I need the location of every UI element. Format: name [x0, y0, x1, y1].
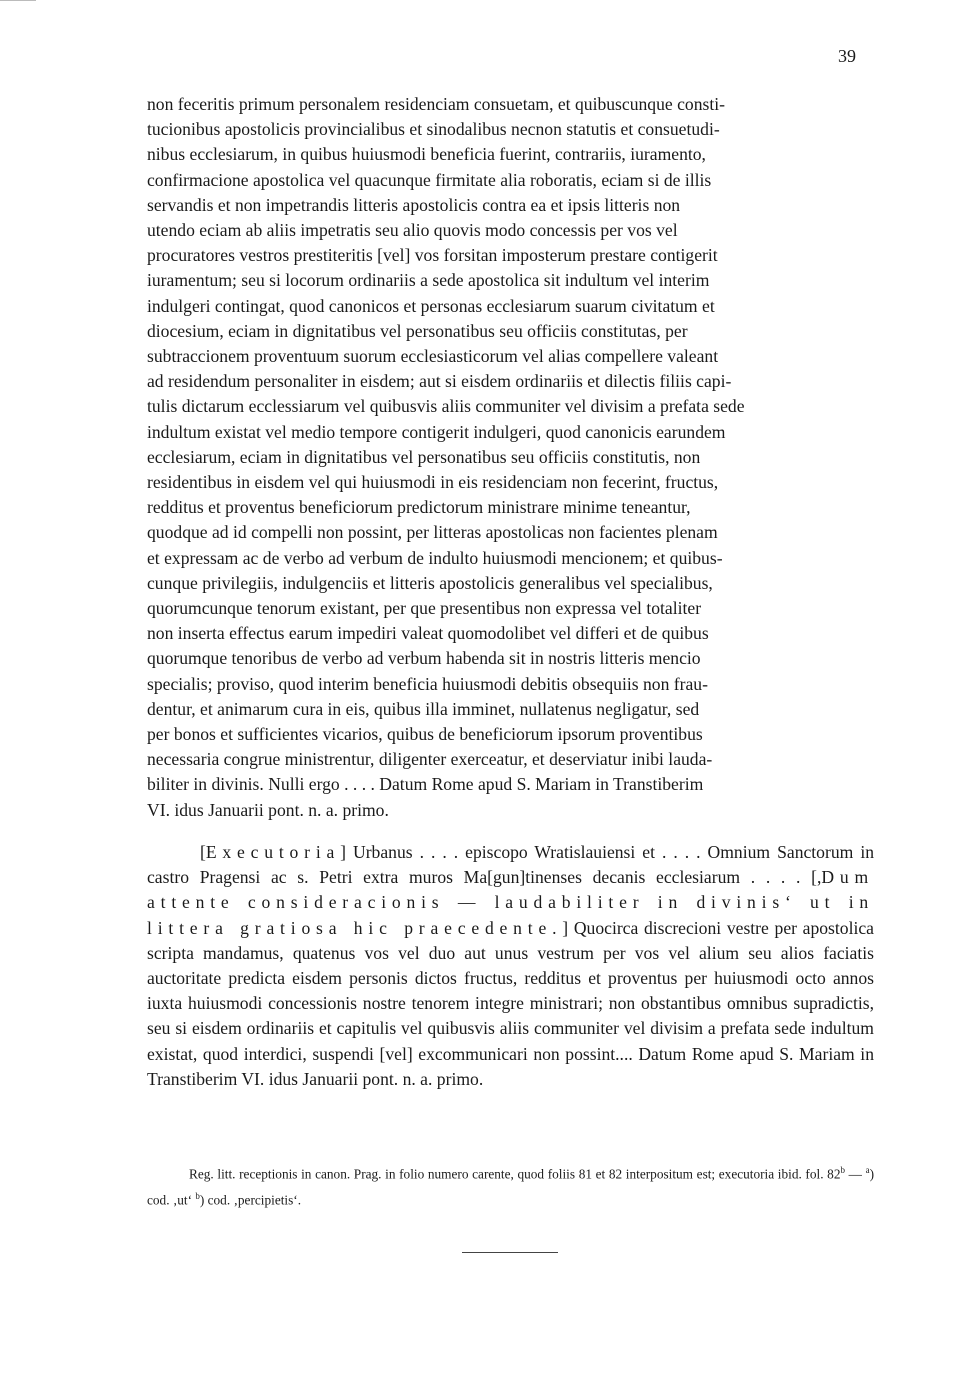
note-dash: —: [844, 1166, 866, 1182]
text-line: dentur, et animarum cura in eis, quibus illa imminet, nullatenus negligatur, sed: [147, 698, 700, 719]
text-line: non inserta effectus earum impediri valeat quomodolibet vel differi et de quibus: [147, 623, 709, 644]
end-rule: [462, 1252, 558, 1253]
text-line: per bonos et sufficientes vicarios, quibus de beneficiorum ipsorum proventibus: [147, 724, 703, 745]
quoted-incipit: Dum attente consideracionis — laudabiliter in divinis‘ ut in littera gratiosa hic praecedente.: [147, 867, 874, 938]
executoria-closing: ] Quocirca discrecioni vestre per apostolica scripta mandamus, quatenus vos vel duo aut unus vestrum per vos vel alium seu alios faciatis auctoritate predicta eisdem personis dictos fructus, redditus et proventus per huiusmodi octo annos iuxta huiusmodi concessionis nostre tenorem integre ministrari; non obstantibus omnibus supradictis, seu si eisdem ordinariis et capitulis vel quibusvis aliis communiter vel divisim a prefata sede indultum existat, quod interdici, suspendi [vel] excommunicari non possint.... Datum Rome apud S. Mariam in Transtiberim VI. idus Januarii pont. n. a. primo.: [147, 917, 874, 1089]
text-line: iuramentum; seu si locorum ordinariis a sede apostolica sit indultum vel interim: [147, 270, 710, 291]
source-notes: [147, 1159, 874, 1212]
main-paragraph: [147, 92, 874, 823]
note-a-text: ) cod. ‚ut‘: [147, 1166, 874, 1208]
text-line: tulis dictarum ecclessiarum vel quibusvis aliis communiter vel divisim a prefata sede: [147, 396, 745, 417]
text-line: procuratores vestros prestiteritis [vel] vos forsitan imposterum prestare contigerit: [147, 245, 718, 266]
note-text: Reg. litt. receptionis in canon. Prag. in folio numero carente, quod foliis 81 et 82 interpositum est; executoria ibid. fol. 82: [189, 1166, 841, 1182]
footnote-marker-b: b: [195, 1191, 200, 1202]
text-line: cunque privilegiis, indulgenciis et litteris apostolicis generalibus vel specialibus,: [147, 572, 713, 593]
text-line: quorumque tenoribus de verbo ad verbum habenda sit in nostris litteris mencio: [147, 648, 701, 669]
corner-scan-mark: [0, 0, 36, 1]
text-line: nibus ecclesiarum, in quibus huiusmodi beneficia fuerint, contrariis, iuramento,: [147, 144, 706, 165]
text-line: indultum existat vel medio tempore contigerit indulgeri, quod canonicis earundem: [147, 421, 726, 442]
page-number: 39: [838, 46, 856, 66]
executoria-heading: Executoria: [205, 842, 341, 862]
text-line: biliter in divinis. Nulli ergo . . . . Datum Rome apud S. Mariam in Transtiberim: [147, 774, 704, 795]
text-line: diocesium, eciam in dignitatibus vel personatibus seu officiis constitutas, per: [147, 320, 688, 341]
text-line: ecclesiarum, eciam in dignitatibus vel personatibus seu officiis constitutis, non: [147, 446, 701, 467]
executoria-text: ] Urbanus . . . . episcopo Wratislauiensi et . . . . Omnium Sanctorum in castro Pragensi ac s. Petri extra muros Ma[gun]tinenses decanis ecclesiarum . . . . [,: [147, 842, 874, 888]
text-line: residentibus in eisdem vel qui huiusmodi in eis residenciam non fecerint, fructus,: [147, 472, 719, 493]
text-line: quodque ad id compelli non possint, per litteras apostolicas non facientes plenam: [147, 522, 718, 543]
open-bracket: [: [200, 842, 206, 862]
text-line: confirmacione apostolica vel quacunque firmitate alia roboratis, eciam si de illis: [147, 169, 712, 190]
text-line: et expressam ac de verbo ad verbum de indulto huiusmodi mencionem; et quibus-: [147, 547, 723, 568]
note-b-text: ) cod. ‚percipietis‘.: [199, 1192, 302, 1208]
text-line: indulgeri contingat, quod canonicos et personas ecclesiarum suarum civitatum et: [147, 295, 715, 316]
text-line: subtraccionem proventuum suorum ecclesiasticorum vel alias compellere valeant: [147, 346, 719, 367]
text-line: servandis et non impetrandis litteris apostolicis contra ea et ipsis litteris non: [147, 194, 681, 215]
superscript-b: b: [840, 1165, 845, 1175]
executoria-paragraph: [147, 840, 874, 1092]
text-line: ad residendum personaliter in eisdem; aut si eisdem ordinariis et dilectis filiis capi-: [147, 371, 732, 392]
text-line: tucionibus apostolicis provincialibus et sinodalibus necnon statutis et consuetudi-: [147, 119, 720, 140]
text-line: necessaria congrue ministrentur, diligenter exerceatur, et deserviatur inibi lauda-: [147, 749, 713, 770]
text-line: quorumcunque tenorum existant, per que presentibus non expressa vel totaliter: [147, 598, 702, 619]
text-line: VI. idus Januarii pont. n. a. primo.: [147, 799, 389, 820]
text-line: specialis; proviso, quod interim beneficia huiusmodi debitis obsequiis non frau-: [147, 673, 708, 694]
text-line: redditus et proventus beneficiorum predictorum ministrare minime teneantur,: [147, 497, 691, 518]
text-line: non feceritis primum personalem residenciam consuetam, et quibuscunque consti-: [147, 94, 725, 114]
footnote-marker-a: a: [865, 1165, 870, 1175]
text-line: utendo eciam ab aliis impetratis seu alio quovis modo concessis per vos vel: [147, 220, 678, 241]
source-note: [147, 1159, 874, 1212]
